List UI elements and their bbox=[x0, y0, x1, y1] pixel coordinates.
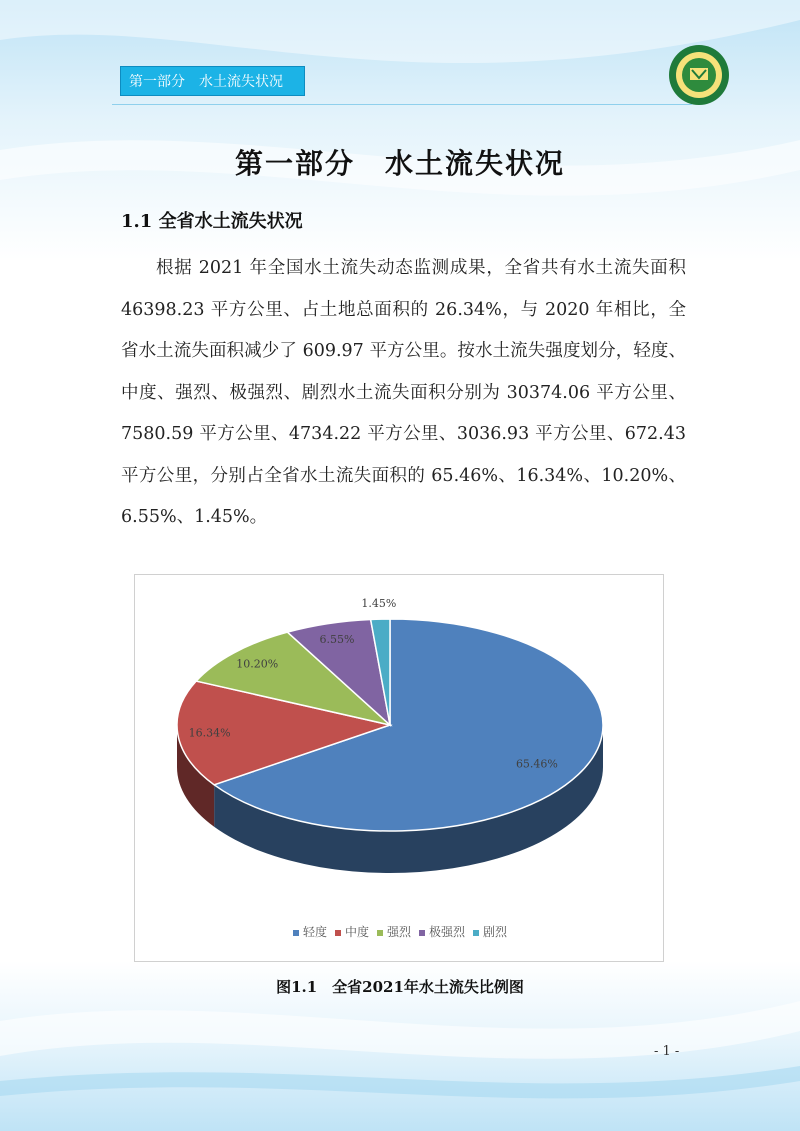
chart-legend bbox=[135, 923, 665, 940]
slice-label-3: 10.20% bbox=[236, 657, 279, 671]
legend-swatch-3 bbox=[377, 930, 383, 936]
slice-label-4: 6.55% bbox=[319, 632, 355, 646]
page-number: - 1 - bbox=[654, 1044, 680, 1059]
pie-chart-canvas bbox=[135, 575, 665, 963]
legend-item-5 bbox=[473, 923, 507, 940]
page-title: 第一部分 水土流失状况 bbox=[234, 147, 565, 180]
header-wave-decoration bbox=[0, 0, 800, 260]
legend-label-4: 极强烈 bbox=[429, 925, 466, 939]
legend-label-3: 强烈 bbox=[386, 925, 411, 939]
legend-swatch-1 bbox=[293, 930, 299, 936]
header-divider bbox=[112, 104, 692, 105]
legend-item-1 bbox=[293, 923, 327, 940]
legend-swatch-4 bbox=[419, 930, 425, 936]
slice-label-1: 65.46% bbox=[515, 757, 558, 771]
legend-label-1: 轻度 bbox=[302, 925, 327, 939]
legend-label-2: 中度 bbox=[344, 925, 369, 939]
legend-swatch-2 bbox=[335, 930, 341, 936]
legend-item-4 bbox=[419, 923, 465, 940]
pie-chart bbox=[134, 574, 664, 962]
body-paragraph: 根据 2021 年全国水土流失动态监测成果，全省共有水土流失面积 46398.23 平方公里、占土地总面积的 26.34%，与 2020 年相比，全省水土流失面积减少了 609.97 平方公里。按水土流失强度划分，轻度、中度、强烈、极强烈、剧烈水土流失面积分别为 30374.06 平方公里、7580.59 平方公里、4734.22 平方公里、3036.93 平方公里、672.43 平方公里，分别占全省水土流失面积的 65.46%、16.34%、10.20%、6.55%、1.45%。 bbox=[121, 258, 686, 527]
header-section-label: 第一部分 水土流失状况 bbox=[120, 66, 305, 96]
legend-label-5: 剧烈 bbox=[483, 925, 508, 939]
section-heading: 1.1 全省水土流失状况 bbox=[121, 211, 303, 232]
slice-label-5: 1.45% bbox=[361, 597, 397, 611]
legend-item-2 bbox=[335, 923, 369, 940]
slice-label-2: 16.34% bbox=[188, 726, 231, 740]
legend-swatch-5 bbox=[473, 930, 479, 936]
legend-item-3 bbox=[377, 923, 411, 940]
soil-conservation-logo bbox=[668, 44, 730, 106]
figure-caption: 图1.1 全省2021年水土流失比例图 bbox=[276, 978, 524, 996]
